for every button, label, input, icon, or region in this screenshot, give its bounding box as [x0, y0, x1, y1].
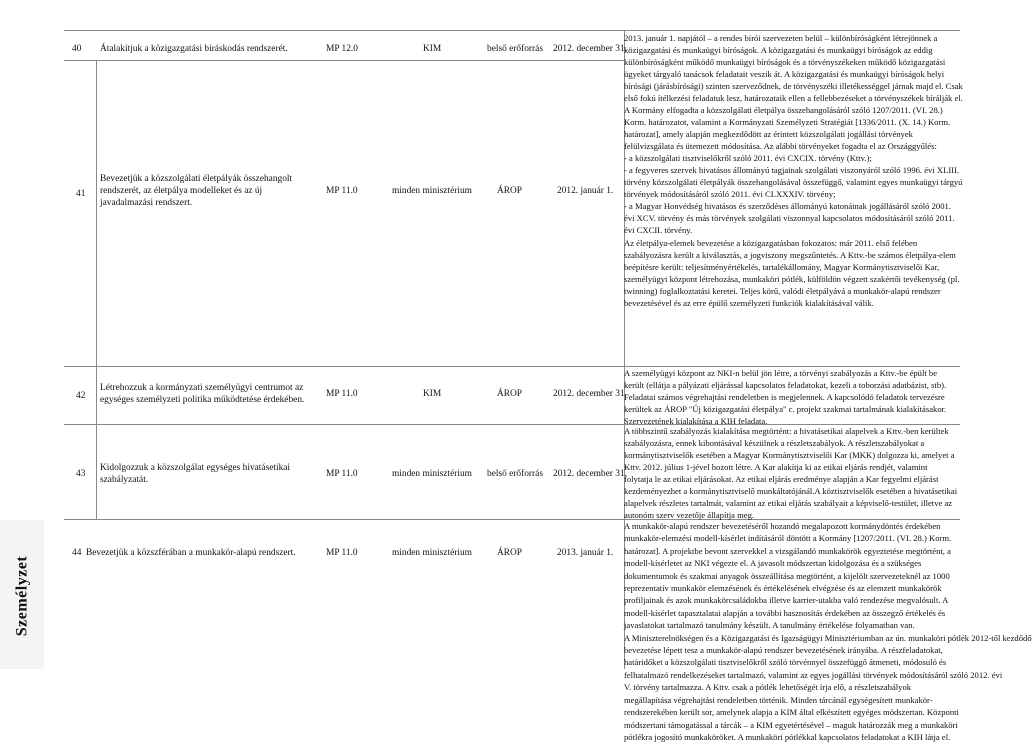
status-line: A Kormány elfogadta a közszolgálati életpálya összehangolásáról szóló 1207/2011. (VI. 28.): [624, 105, 943, 115]
row-status: [624, 425, 956, 521]
status-line: felülvizsgálata és ütemezett módosítása. Az alábbi törvényeket fogadta el az Országgyűlés:: [624, 141, 937, 152]
status-line: Korm. határozatot, valamint a Kormányzati Személyzeti Stratégiát [1336/2011. (X. 14.) Korm.: [624, 117, 951, 128]
status-line: bírósági (járásbírósági) szinten szerveződnek, de törvényszéki illetékességgel járnak majd el. Csak: [624, 81, 963, 92]
row-title: Átalakítjuk a közigazgatási bíráskodás rendszerét.: [100, 44, 288, 54]
status-line: - a közszolgálati tisztviselőkről szóló 2011. évi CXCIX. törvény (Kttv.);: [624, 153, 872, 164]
status-line: törvények módosításáról szóló 2011. évi CLXXXIV. törvény;: [624, 189, 836, 200]
status-line: bevezetése lépett tesz a munkakör-alapú rendszer bevezetésének irányába. A részfeladatokat,: [624, 645, 943, 656]
status-line: felhatalmazó rendelkezéseket tartalmazó, valamint az egyes jogállási törvények módosításáról szóló 2012. évi: [624, 669, 1003, 680]
status-line: modell-kísérletet az NKI végezte el. A javasolt módszertan kidolgozása és a szükséges: [624, 558, 922, 569]
row-responsible: KIM: [423, 44, 442, 54]
status-line: - a Magyar Honvédség hivatásos és szerződéses állományú katonáinak jogállásáról szóló 2001.: [624, 201, 951, 212]
status-line: profiljainak és azok munkakörcsaládokba illetve karrier-utakba való rendezése megvalósult. A: [624, 595, 949, 606]
row-source: belső erőforrás: [487, 44, 543, 54]
row-title-line: Kidolgozzuk a közszolgálat egységes hivatásetikai: [100, 463, 291, 473]
row-deadline: 2012. december 31.: [553, 389, 627, 399]
row-title-line: Bevezetjük a közszolgálati életpályák összehangolt: [100, 174, 293, 184]
row-title-line: javadalmazási rendszert.: [100, 198, 193, 209]
row-deadline: 2012. december 31.: [553, 469, 627, 479]
row-title-line: Létrehozzuk a kormányzati személyügyi centrumot az: [100, 383, 304, 393]
status-line: módszertani támogatással a tárcák – a KIM egyetértésével – maguk határozzák meg a munkaköri: [624, 719, 958, 730]
status-line: különbíróságként működő munkaügyi bíróságok és a törvényszékeken működő közigazgatási: [624, 57, 946, 68]
row-source: ÁROP: [497, 186, 523, 196]
status-line: került (ellátja a pályázati eljárással kapcsolatos feladatokat, kezeli a toborzási adatbázist, stb).: [624, 380, 947, 391]
row-number: 43: [76, 469, 86, 479]
row-title-line: egységes személyzeti politika működtetése érdekében.: [100, 395, 305, 406]
status-line: munkakör-elemzési modell-kísérlet indításáról döntött a Kormány [1207/2011. (VI. 28.) Korm.: [624, 533, 952, 544]
status-line: Feladatai számos végrehajtási rendeletben is megjelennek. A kapcsolódó feladatok tervezésre: [624, 392, 945, 403]
section-label-text: Személyzet: [13, 555, 31, 637]
row-responsible: KIM: [423, 389, 442, 399]
status-line: szabályozásra, ennek kibontásával készülnek a részletszabályok. A részletszabályokat a: [624, 438, 925, 449]
status-line: A munkakör-alapú rendszer bevezetéséről hozandó megalapozott kormánydöntés érdekében: [624, 521, 941, 531]
status-line: első fokú ítélkezési feladatuk lesz, határozataik ellen a fellebbezéseket a törvényszékek bírálják el.: [624, 93, 963, 104]
status-line: személyügyi központ létrehozása, munkaköri pótlék, külföldön végzett szakértői tevékenység (pl.: [624, 273, 960, 284]
row-mp: MP 11.0: [326, 548, 358, 558]
row-title: Bevezetjük a közszférában a munkakör-alapú rendszert.: [86, 548, 296, 558]
status-line: szabályozásra került a kiválasztás, a jogviszony megszűntetés. A Kttv.-be számos életpálya-elem: [624, 249, 956, 260]
row-responsible: minden minisztérium: [392, 469, 472, 479]
status-line: A személyügyi központ az NKI-n belül jön létre, a törvényi szabályozás a Kttv.-be épült be: [624, 368, 938, 378]
row-title: [100, 173, 292, 209]
status-line: - a fegyveres szervek hivatásos állományú tagjainak szolgálati viszonyáról szóló 1996. évi XLIII.: [624, 165, 960, 176]
row-title: [100, 382, 304, 406]
row-mp: MP 11.0: [326, 389, 358, 399]
row-mp: MP 12.0: [326, 44, 358, 54]
status-line: A Miniszterelnökségen és a Közigazgatási és Igazságügyi Minisztériumban az ún. munkaköri pótlék 2012-től kezdődő: [624, 632, 1032, 643]
status-line: Az életpálya-elemek bevezetése a közigazgatásban fokozatos: már 2011. első felében: [624, 237, 918, 248]
row-status: [624, 367, 956, 427]
status-line: határidőket a közszolgálati tisztviselőkről szóló törvénnyel összefüggő átmeneti, módosuló és: [624, 657, 947, 668]
status-line: megállapítása végrehajtási rendeletben történik. Minden tárcánál egységesített munkakör-: [624, 694, 933, 705]
status-line: kerültek az ÁROP "Új közigazgatási életpálya" c. projekt szakmai tartalmának kialakításakor.: [624, 404, 947, 415]
row-source: ÁROP: [497, 548, 523, 558]
status-line: beépítésre került: teljesítményértékelés, tartalékállomány, Magyar Kormánytisztviselői Kar,: [624, 261, 940, 272]
row-number: 42: [76, 391, 86, 401]
row-number: 44: [72, 548, 82, 558]
row-source: ÁROP: [497, 389, 523, 399]
row-deadline: 2012. december 31.: [553, 44, 627, 54]
status-line: 2013. január 1. napjától – a rendes bírói szervezeten belül – különbíróságként létrejönnek a: [624, 33, 938, 43]
row-source: belső erőforrás: [487, 469, 543, 479]
row-title: [100, 462, 290, 486]
status-line: ügyeket tárgyaló tanácsok feladatait veszik át. A közigazgatási és munkaügyi bíróságok helyi: [624, 69, 945, 80]
status-line: folytatja le az etikai eljárásokat. Az etikai eljárás eredménye alapján a Kar fegyelmi eljárást: [624, 474, 939, 485]
status-line: rendszerekében került sor, amelynek alapja a KIM által elkészített egyéges módszertan. Központi: [624, 707, 959, 718]
status-line: autonóm szerv vezetője állapítja meg.: [624, 510, 755, 521]
status-line: modell-kísérlet tapasztalatai alapján a további hasznosítás érdekében az összegző értékelés és: [624, 607, 946, 618]
status-line: közigazgatási és munkaügyi bíróságok. A közigazgatási és munkaügyi bíróságok az eddig: [624, 45, 933, 56]
row-deadline: 2012. január 1.: [557, 186, 614, 196]
status-line: kezdeményezhet a kormánytisztviselő munkáltatójánál.A köztisztviselők esetében a hivatásetikai: [624, 486, 958, 497]
row-mp: MP 11.0: [326, 469, 358, 479]
column-divider-number: [96, 60, 97, 519]
section-label: [2, 526, 42, 666]
status-line: reprezentatív munkakör elemzésének és értékelésének elvégzése és az elemzett munkakörök: [624, 583, 942, 594]
status-line: pótlékra jogosító munkaköröket. A munkaköri pótlékkal kapcsolatos feladatokat a KIH látja el.: [624, 731, 951, 742]
row-status: [624, 32, 963, 104]
row-divider-40-41: [64, 60, 624, 61]
status-line: alapelvek részletes tartalmát, valamint az etikai eljárás szabályait a képviselő-testület, illetve az: [624, 498, 953, 509]
status-line: V. törvény tartalmazza. A Kttv. csak a pótlék lehetőségét írja elő, a részletszabályok: [624, 682, 912, 693]
status-line: dokumentumok és szakmai anyagok összeállítása megtörtént, a kijelölt szervezeteknél az 1000: [624, 570, 950, 581]
row-responsible: minden minisztérium: [392, 548, 472, 558]
row-responsible: minden minisztérium: [392, 186, 472, 196]
status-line: törvény közszolgálati életpályák összehangolásával összefüggő, valamint egyes munkaügyi tárgyú: [624, 177, 963, 188]
status-line: Kttv. 2012. július 1-jével hozott létre. A Kar alakítja ki az etikai eljárás rendjét, valamint: [624, 462, 928, 473]
status-line: javaslatokat tartalmazó tanulmány készült. A tanulmány értékelése folyamatban van.: [624, 620, 915, 631]
row-divider-top: [64, 30, 960, 31]
status-line: A többszintű szabályozás kialakítása megtörtént: a hivatásetikai alapelvek a Kttv.-ben kerültek: [624, 426, 949, 436]
row-title-line: rendszerét, az életpálya modelleket és az új: [100, 186, 263, 197]
row-number: 40: [72, 44, 82, 54]
row-deadline: 2013. január 1.: [557, 548, 614, 558]
status-line: Szervezetének kialakítása a KIH feladata.: [624, 416, 768, 427]
status-line: évi CXCII. törvény.: [624, 225, 693, 236]
row-number: 41: [76, 189, 86, 199]
status-line: bevezetésével és az erre épülő személyzeti funkciók kialakításával válik.: [624, 297, 874, 308]
status-line: határozat]. A projektbe bevont szervekkel a vizsgálandó munkakörök egyeztetése megtörtént, a: [624, 545, 951, 556]
status-line: twinning) foglalkoztatási keretei. Teljes körű, valódi életpályává a munkakör-alapú rendszer: [624, 285, 941, 296]
status-line: határozat], amely alapján megkezdődött az érintett közszolgálati jogállási törvények: [624, 129, 913, 140]
status-line: kormánytisztviselők esetében a Magyar Kormánytisztviselői Kar (MKK) dolgozza ki, amelyet a: [624, 450, 955, 461]
status-line: évi XCV. törvény és más törvények szolgálati viszonnyal kapcsolatos módosításáról szóló 2011.: [624, 213, 955, 224]
row-status: [624, 104, 963, 309]
row-title-line: szabályzatát.: [100, 475, 149, 486]
row-mp: MP 11.0: [326, 186, 358, 196]
row-status: [624, 520, 1032, 743]
